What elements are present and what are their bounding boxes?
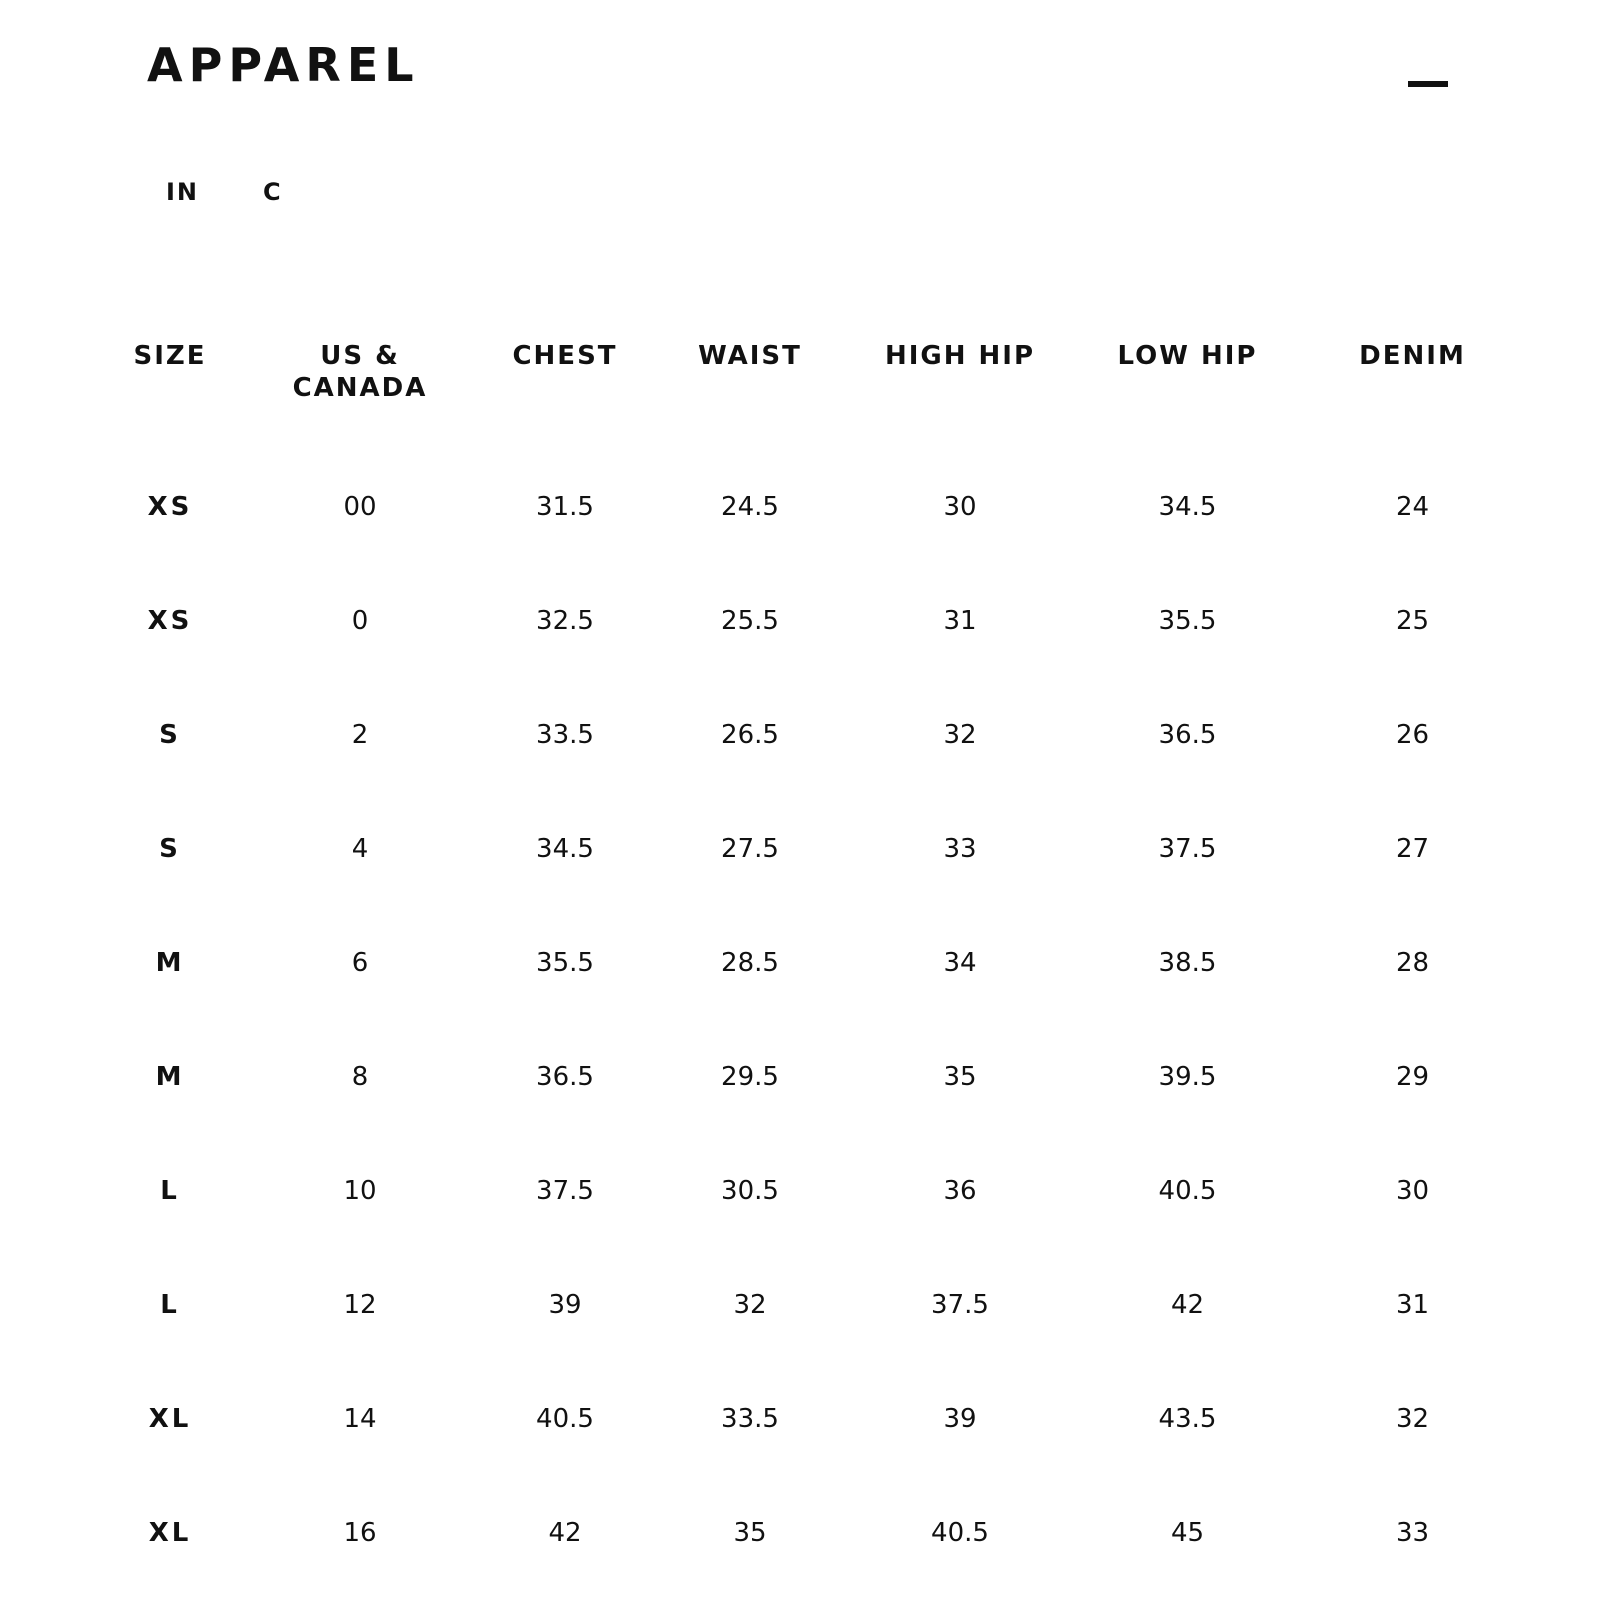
cell-waist: 28.5 [721,948,779,978]
cell-denim: 27 [1395,834,1430,864]
column-header-high-hip [860,330,1060,450]
cell-waist: 35 [733,1518,767,1548]
cell-denim: 29 [1395,1062,1430,1092]
table-row [110,1476,1510,1590]
cell-size: XL [148,1404,192,1434]
column-header-size [110,330,230,450]
cell-size: L [160,1290,180,1320]
cell-low-hip: 43.5 [1158,1404,1217,1434]
cell-size: S [159,720,181,750]
cell-chest: 34.5 [536,834,594,864]
cell-waist: 30.5 [721,1176,779,1206]
column-header-text: HIGH HIP [884,341,1036,371]
cell-size: M [155,948,185,978]
column-header-text: SIZE [133,341,207,371]
column-header-text: US & [320,341,400,371]
cell-low-hip: 42 [1170,1290,1205,1320]
cell-chest: 37.5 [536,1176,594,1206]
cell-chest: 39 [548,1290,582,1320]
size-chart-table [110,330,1510,1590]
table-row [110,450,1510,564]
collapse-button[interactable] [1400,62,1456,106]
cell-low-hip: 45 [1170,1518,1205,1548]
cell-waist: 29.5 [721,1062,779,1092]
table-body [110,450,1510,1590]
table-row [110,906,1510,1020]
cell-low-hip: 40.5 [1158,1176,1217,1206]
cell-high-hip: 30 [943,492,977,522]
cell-high-hip: 37.5 [931,1290,989,1320]
table-row [110,564,1510,678]
cell-denim: 24 [1395,492,1430,522]
unit-tab-centimeters[interactable]: C [263,178,283,206]
cell-us-canada: 6 [351,948,369,978]
cell-denim: 30 [1395,1176,1430,1206]
cell-us-canada: 00 [343,492,377,522]
cell-us-canada: 2 [351,720,369,750]
cell-size: XL [148,1518,192,1548]
table-row [110,1020,1510,1134]
cell-us-canada: 12 [343,1290,377,1320]
cell-denim: 31 [1395,1290,1430,1320]
column-header-low-hip [1060,330,1315,450]
cell-chest: 31.5 [536,492,594,522]
column-header-text: DENIM [1359,341,1466,371]
table-row [110,678,1510,792]
cell-waist: 33.5 [721,1404,779,1434]
cell-size: L [160,1176,180,1206]
table-row [110,792,1510,906]
cell-waist: 25.5 [721,606,779,636]
column-header-us-canada [230,330,490,450]
cell-low-hip: 37.5 [1158,834,1217,864]
cell-chest: 35.5 [536,948,594,978]
cell-size: XS [147,492,193,522]
cell-size: M [155,1062,185,1092]
cell-waist: 26.5 [721,720,779,750]
unit-tab-inches[interactable]: IN [166,178,200,206]
page-title: APPAREL [147,38,420,92]
cell-high-hip: 33 [943,834,977,864]
table-row [110,1362,1510,1476]
minus-icon [1408,81,1448,87]
table-row [110,1248,1510,1362]
table-row [110,1134,1510,1248]
column-header-text: LOW HIP [1117,341,1258,371]
table-header [110,330,1510,450]
cell-low-hip: 34.5 [1158,492,1217,522]
cell-denim: 28 [1395,948,1430,978]
cell-low-hip: 35.5 [1158,606,1217,636]
cell-size: XS [147,606,193,636]
cell-chest: 40.5 [536,1404,594,1434]
column-header-denim [1315,330,1510,450]
column-header-text: CHEST [512,341,618,371]
cell-us-canada: 10 [343,1176,377,1206]
cell-high-hip: 40.5 [931,1518,989,1548]
cell-us-canada: 8 [351,1062,369,1092]
cell-high-hip: 34 [943,948,977,978]
cell-chest: 32.5 [536,606,594,636]
cell-chest: 42 [548,1518,582,1548]
header-row [110,330,1510,450]
cell-us-canada: 16 [343,1518,377,1548]
cell-high-hip: 39 [943,1404,977,1434]
unit-toggle [160,176,289,208]
cell-size: S [159,834,181,864]
column-header-text: WAIST [698,341,802,371]
column-header-text: CANADA [292,373,428,403]
cell-us-canada: 14 [343,1404,377,1434]
cell-low-hip: 36.5 [1158,720,1217,750]
cell-us-canada: 4 [351,834,369,864]
cell-low-hip: 38.5 [1158,948,1217,978]
cell-high-hip: 36 [943,1176,977,1206]
cell-high-hip: 35 [943,1062,977,1092]
cell-denim: 25 [1395,606,1430,636]
cell-chest: 33.5 [536,720,594,750]
cell-denim: 32 [1395,1404,1430,1434]
cell-high-hip: 32 [943,720,977,750]
cell-us-canada: 0 [351,606,369,636]
cell-low-hip: 39.5 [1158,1062,1217,1092]
cell-denim: 33 [1395,1518,1430,1548]
cell-chest: 36.5 [536,1062,594,1092]
cell-denim: 26 [1395,720,1430,750]
column-header-waist [640,330,860,450]
cell-waist: 32 [733,1290,767,1320]
cell-high-hip: 31 [943,606,977,636]
cell-waist: 27.5 [721,834,779,864]
column-header-chest [490,330,640,450]
cell-waist: 24.5 [721,492,779,522]
